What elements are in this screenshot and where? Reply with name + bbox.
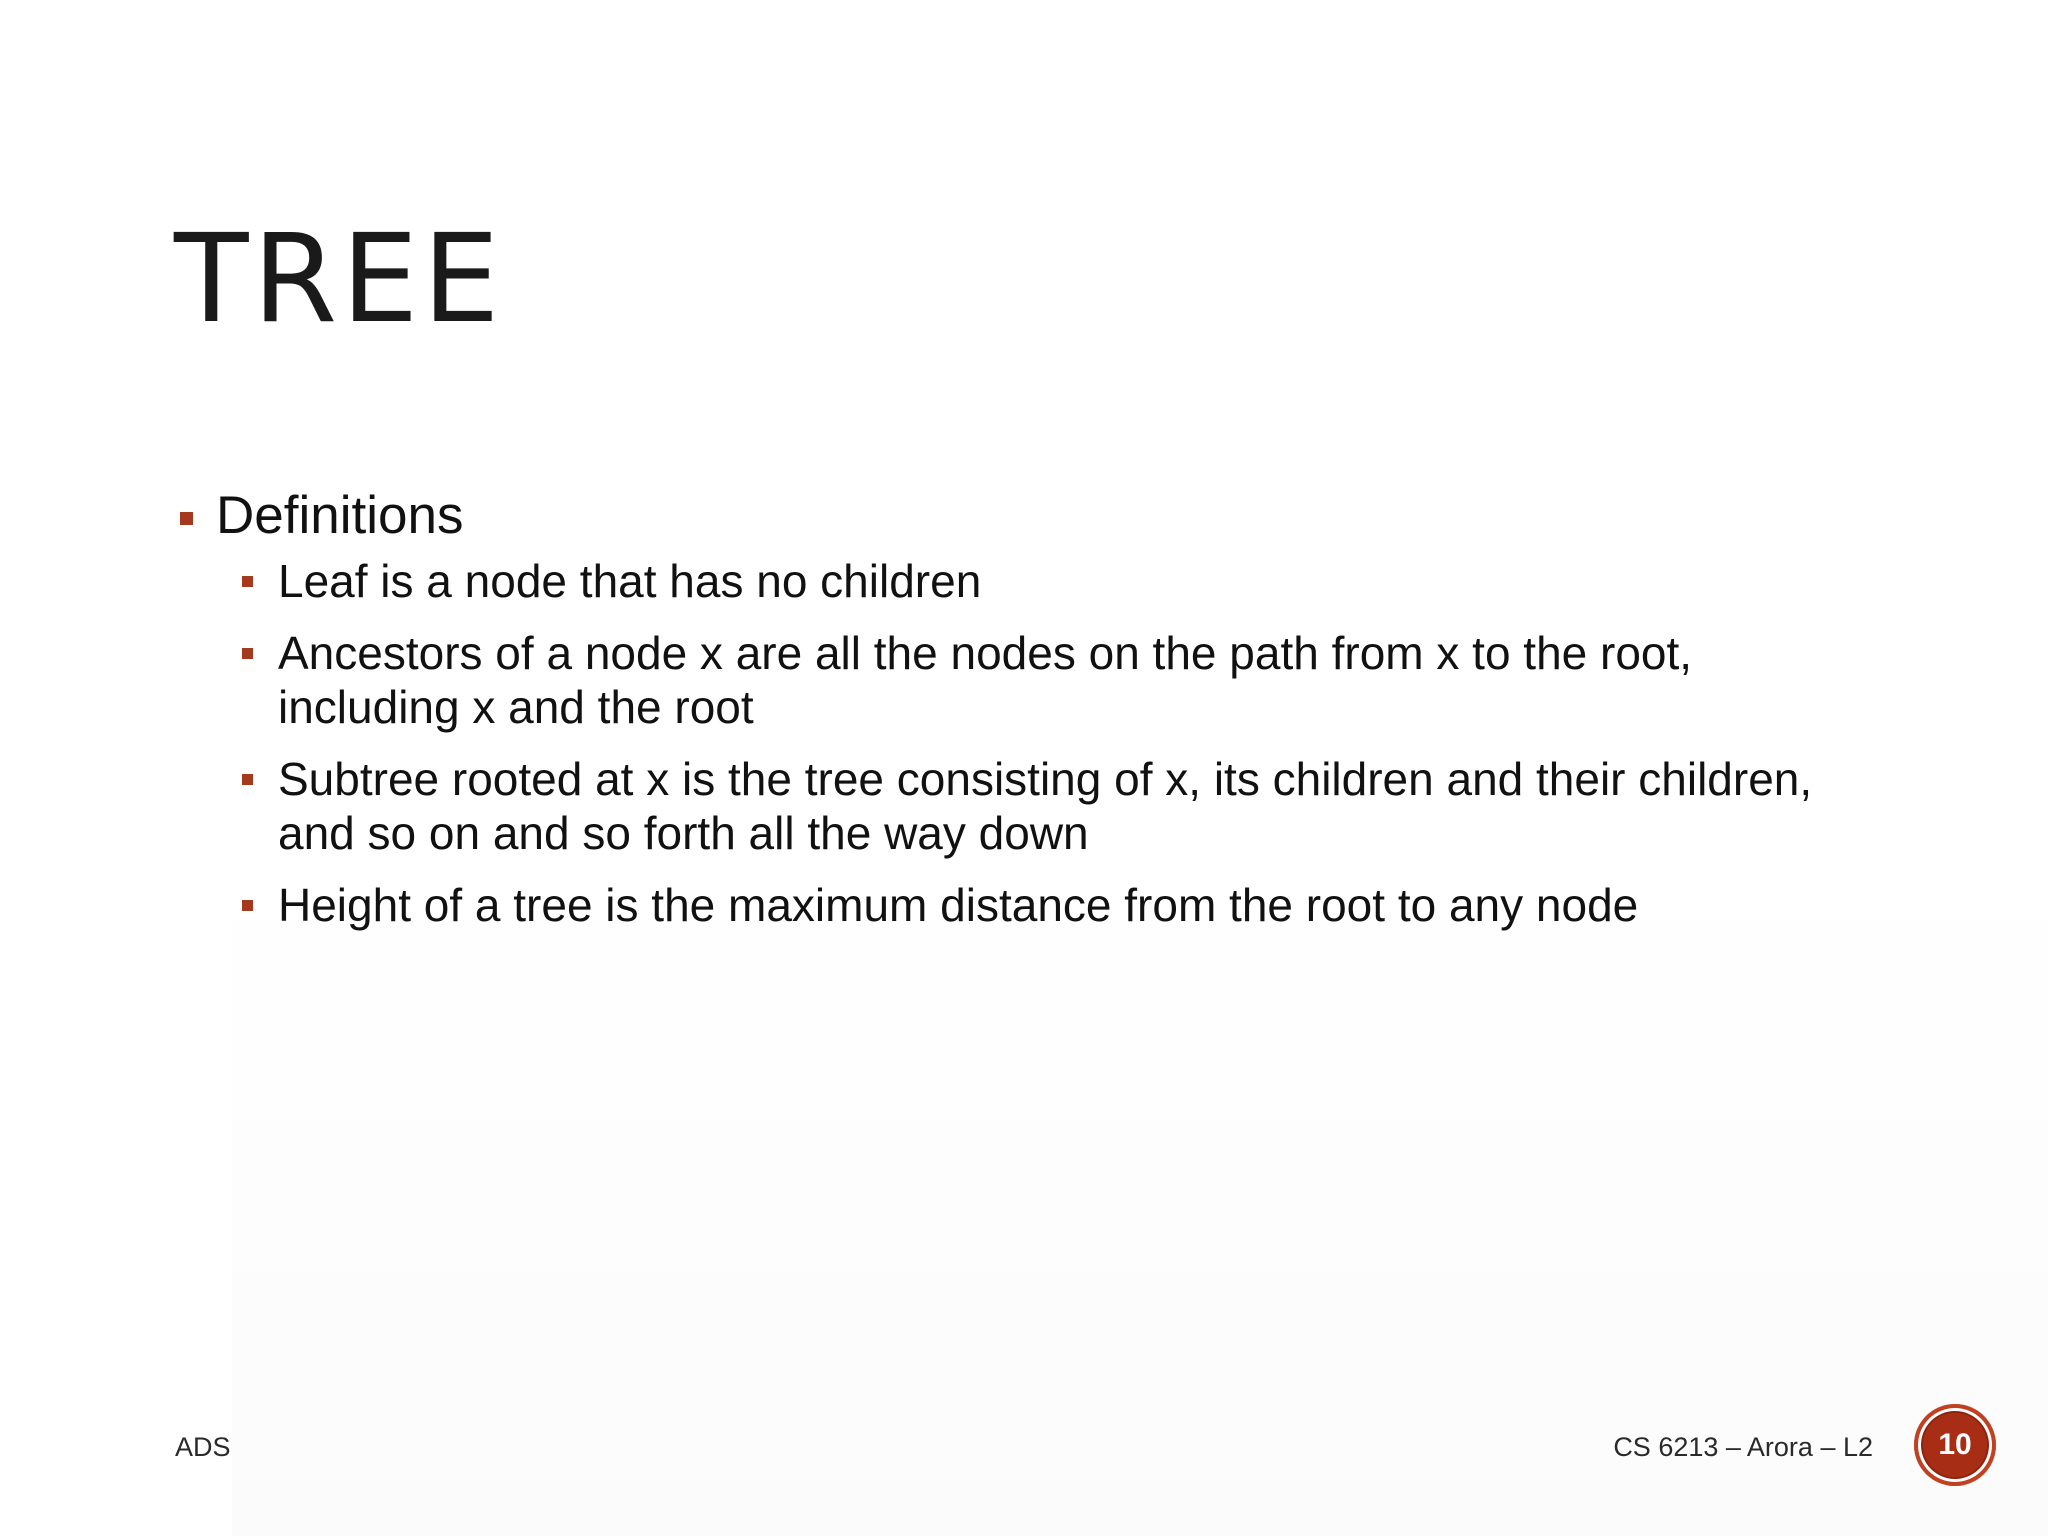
sub-bullet-subtree (240, 752, 1818, 860)
sub-bullet-height (240, 878, 1818, 932)
square-bullet-icon (242, 648, 253, 659)
bullet-definitions (178, 486, 1818, 546)
sub-bullet-text: Subtree rooted at x is the tree consisting of x, its children and their children, and so on and so forth all the way down (278, 753, 1813, 859)
square-bullet-icon (180, 512, 193, 525)
square-bullet-icon (242, 774, 253, 785)
sub-bullet-ancestors (240, 626, 1818, 734)
sub-bullet-text: Height of a tree is the maximum distance from the root to any node (278, 879, 1639, 931)
sub-bullet-text: Leaf is a node that has no children (278, 555, 982, 607)
page-number-badge (1914, 1404, 1996, 1486)
footer-left-text: ADS (175, 1432, 231, 1462)
slide-title: TREE (174, 208, 504, 350)
square-bullet-icon (242, 900, 253, 911)
footer-right-text: CS 6213 – Arora – L2 (1613, 1432, 1873, 1462)
bullet-text: Definitions (216, 486, 464, 545)
sub-bullet-text: Ancestors of a node x are all the nodes on the path from x to the root, including x and the root (278, 627, 1693, 733)
square-bullet-icon (242, 576, 253, 587)
page-number: 10 (1938, 1428, 1972, 1461)
sub-bullet-leaf (240, 554, 1818, 608)
bullet-list (178, 486, 1818, 950)
